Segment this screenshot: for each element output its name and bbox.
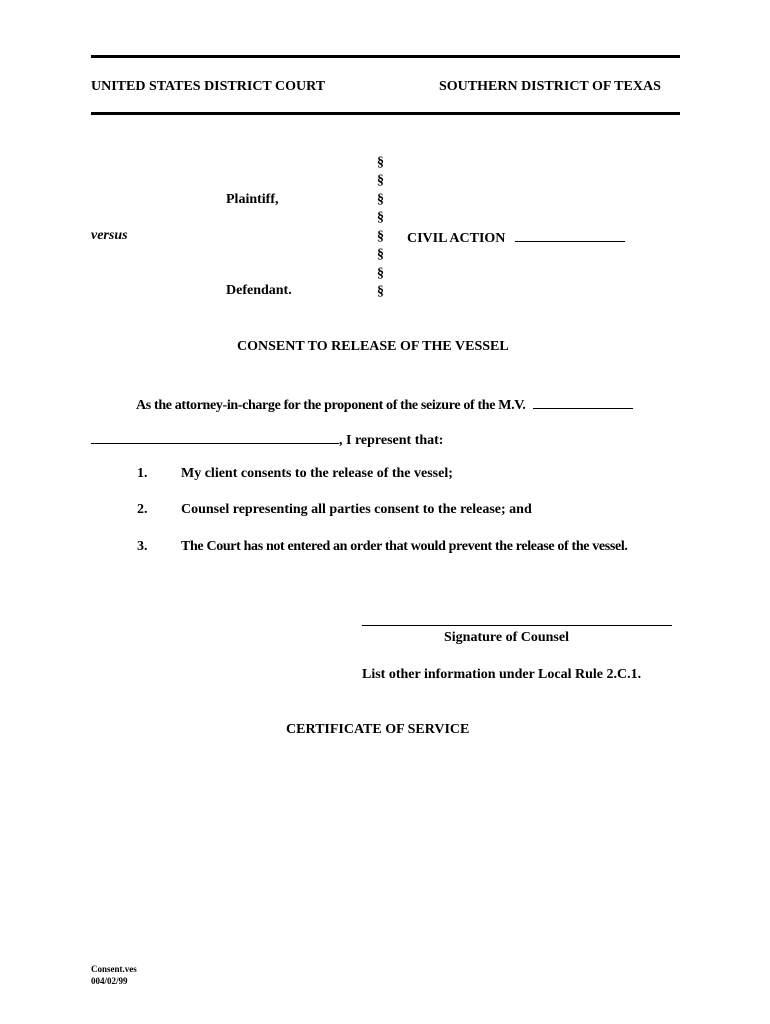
local-rule-note: List other information under Local Rule 2.C.1. bbox=[362, 667, 642, 682]
list-item-text: The Court has not entered an order that would prevent the release of the vessel. bbox=[181, 539, 628, 554]
attorney-name-blank[interactable] bbox=[91, 430, 339, 444]
top-rule bbox=[91, 55, 680, 58]
list-item-number: 2. bbox=[137, 502, 148, 517]
section-mark: § bbox=[377, 284, 384, 299]
versus-label: versus bbox=[91, 228, 128, 243]
court-name: UNITED STATES DISTRICT COURT bbox=[91, 79, 326, 94]
signature-label: Signature of Counsel bbox=[444, 630, 569, 645]
footer-date: 004/02/99 bbox=[91, 976, 128, 986]
represent-text: , I represent that: bbox=[339, 433, 444, 448]
list-item-number: 3. bbox=[137, 539, 148, 554]
civil-action-label bbox=[407, 228, 625, 247]
plaintiff-label: Plaintiff, bbox=[226, 192, 279, 207]
vessel-name-blank[interactable] bbox=[533, 395, 633, 409]
header-bottom-rule bbox=[91, 112, 680, 115]
list-item-text: Counsel representing all parties consent to the release; and bbox=[181, 502, 532, 517]
section-mark: § bbox=[377, 266, 384, 281]
section-mark: § bbox=[377, 173, 384, 188]
section-mark: § bbox=[377, 247, 384, 262]
list-item-number: 1. bbox=[137, 466, 148, 481]
section-mark: § bbox=[377, 155, 384, 170]
certificate-heading: CERTIFICATE OF SERVICE bbox=[286, 722, 470, 737]
represent-line bbox=[91, 430, 443, 449]
civil-action-text: CIVIL ACTION bbox=[407, 231, 506, 246]
section-mark: § bbox=[377, 229, 384, 244]
footer-filename: Consent.ves bbox=[91, 964, 137, 974]
district-name: SOUTHERN DISTRICT OF TEXAS bbox=[439, 79, 661, 94]
section-mark: § bbox=[377, 210, 384, 225]
defendant-label: Defendant. bbox=[226, 283, 292, 298]
document-title: CONSENT TO RELEASE OF THE VESSEL bbox=[237, 339, 509, 354]
intro-text: As the attorney-in-charge for the proponent of the seizure of the M.V. bbox=[136, 398, 526, 413]
civil-action-number-blank[interactable] bbox=[515, 228, 625, 242]
section-mark: § bbox=[377, 192, 384, 207]
signature-line[interactable] bbox=[362, 625, 672, 626]
list-item-text: My client consents to the release of the vessel; bbox=[181, 466, 453, 481]
intro-line bbox=[136, 395, 633, 414]
